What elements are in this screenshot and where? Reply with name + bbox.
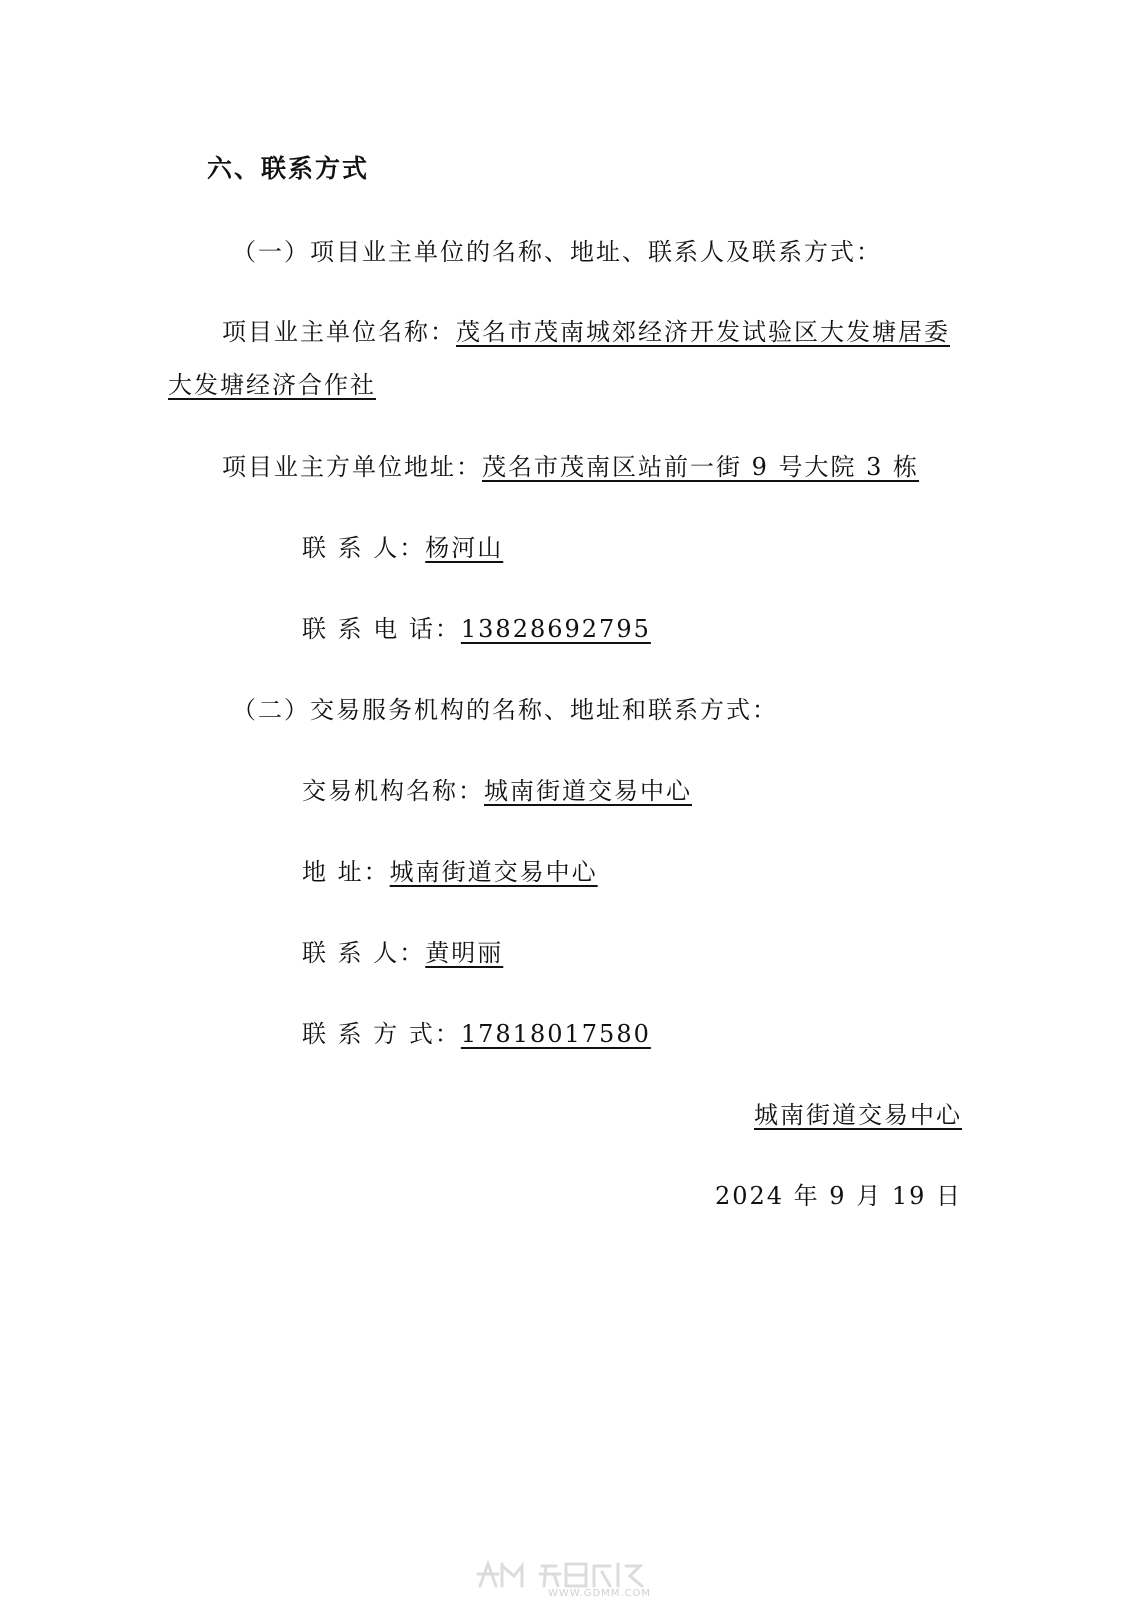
signature-date: 2024 年 9 月 19 日 <box>714 1182 962 1210</box>
agency-phone-label: 联 系 方 式： <box>302 1020 461 1048</box>
owner-phone-label: 联 系 电 话： <box>302 615 461 643</box>
owner-contact-row <box>302 531 503 565</box>
agency-contact-label: 联 系 人： <box>302 939 426 967</box>
agency-name-row <box>302 774 692 808</box>
site-watermark-logo <box>470 1558 660 1592</box>
owner-address-value: 茂名市茂南区站前一街 9 号大院 3 栋 <box>482 453 920 481</box>
agency-contact-value: 黄明丽 <box>425 939 504 967</box>
owner-name-row <box>222 315 950 349</box>
agency-name-value: 城南街道交易中心 <box>484 777 692 805</box>
agency-address-value: 城南街道交易中心 <box>389 858 598 886</box>
agency-contact-row <box>302 936 503 970</box>
agency-address-label: 地 址： <box>302 858 390 886</box>
owner-address-row <box>222 450 919 484</box>
owner-name-row-continued <box>168 368 376 402</box>
part1-heading: （一）项目业主单位的名称、地址、联系人及联系方式： <box>232 238 882 266</box>
agency-name-label: 交易机构名称： <box>302 777 484 805</box>
agency-address-row <box>302 855 598 889</box>
signature-org-text: 城南街道交易中心 <box>754 1101 962 1129</box>
agency-phone-value: 17818017580 <box>460 1020 651 1048</box>
owner-name-value: 茂名市茂南城郊经济开发试验区大发塘居委 <box>456 318 950 346</box>
owner-contact-label: 联 系 人： <box>302 534 426 562</box>
part2-heading: （二）交易服务机构的名称、地址和联系方式： <box>232 696 778 724</box>
signature-org <box>754 1098 962 1132</box>
owner-contact-value: 杨河山 <box>425 534 504 562</box>
owner-name-label: 项目业主单位名称： <box>222 318 456 346</box>
watermark-url: WWW.GDMM.COM <box>548 1588 652 1599</box>
owner-phone-value: 13828692795 <box>460 615 651 643</box>
section-title: 六、联系方式 <box>207 154 370 183</box>
owner-phone-row <box>302 612 651 646</box>
agency-phone-row <box>302 1017 651 1051</box>
owner-address-label: 项目业主方单位地址： <box>222 453 482 481</box>
owner-name-value-continued: 大发塘经济合作社 <box>168 371 376 399</box>
